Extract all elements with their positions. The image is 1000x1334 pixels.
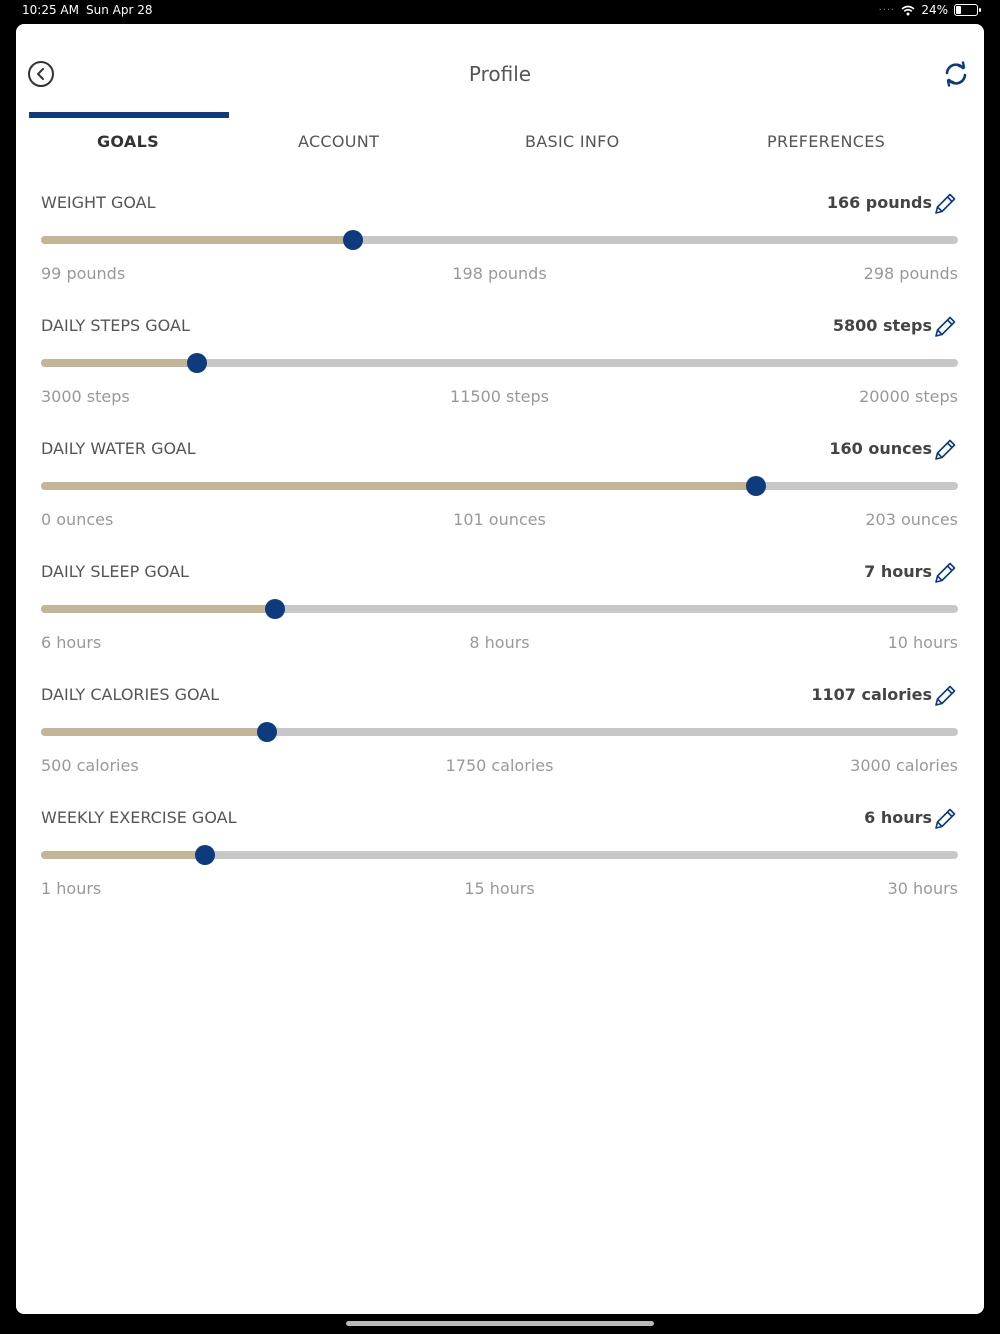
pencil-icon[interactable] — [932, 560, 958, 586]
home-indicator[interactable] — [346, 1321, 654, 1326]
goal-slider-track[interactable] — [41, 851, 958, 859]
goal-label: WEIGHT GOAL — [41, 193, 156, 212]
goal-row — [41, 685, 958, 795]
goal-mid-label: 198 pounds — [452, 264, 547, 283]
goal-mid-label: 15 hours — [464, 879, 535, 898]
goal-max-label: 30 hours — [887, 879, 958, 898]
goal-row — [41, 562, 958, 672]
goal-row — [41, 316, 958, 426]
goal-mid-label: 11500 steps — [450, 387, 549, 406]
wifi-icon — [901, 5, 915, 16]
goal-slider-fill — [41, 728, 267, 736]
goal-min-label: 3000 steps — [41, 387, 130, 406]
tab-basic-info[interactable]: BASIC INFO — [525, 132, 620, 151]
goal-min-label: 6 hours — [41, 633, 102, 652]
pencil-icon[interactable] — [932, 191, 958, 217]
goal-max-label: 20000 steps — [859, 387, 958, 406]
goal-max-label: 3000 calories — [850, 756, 958, 775]
goal-value: 1107 calories — [811, 685, 932, 704]
tab-preferences[interactable]: PREFERENCES — [767, 132, 886, 151]
tab-account[interactable]: ACCOUNT — [298, 132, 380, 151]
pencil-icon[interactable] — [932, 437, 958, 463]
goal-slider-thumb[interactable] — [746, 476, 766, 496]
goal-min-label: 500 calories — [41, 756, 139, 775]
goal-slider-track[interactable] — [41, 236, 958, 244]
goal-slider-fill — [41, 236, 353, 244]
status-indicators — [879, 3, 978, 17]
goal-value: 166 pounds — [826, 193, 932, 212]
battery-percent: 24% — [921, 3, 948, 17]
pencil-icon[interactable] — [932, 806, 958, 832]
goal-mid-label: 1750 calories — [445, 756, 554, 775]
goal-row — [41, 193, 958, 303]
goal-min-label: 0 ounces — [41, 510, 114, 529]
goal-slider-thumb[interactable] — [195, 845, 215, 865]
pencil-icon[interactable] — [932, 683, 958, 709]
goal-min-label: 1 hours — [41, 879, 102, 898]
goal-slider-fill — [41, 482, 756, 490]
goal-label: DAILY CALORIES GOAL — [41, 685, 220, 704]
goal-slider-fill — [41, 851, 205, 859]
sync-icon[interactable] — [942, 60, 970, 88]
page-title: Profile — [468, 62, 532, 86]
signal-icon: ···· — [878, 4, 896, 16]
status-time: 10:25 AM — [22, 3, 79, 17]
goal-max-label: 203 ounces — [865, 510, 958, 529]
tab-bar — [28, 112, 972, 172]
goal-slider-track[interactable] — [41, 359, 958, 367]
goal-row — [41, 439, 958, 549]
goal-label: WEEKLY EXERCISE GOAL — [41, 808, 237, 827]
goal-label: DAILY SLEEP GOAL — [41, 562, 189, 581]
goal-label: DAILY WATER GOAL — [41, 439, 196, 458]
goal-value: 6 hours — [864, 808, 932, 827]
goal-slider-track[interactable] — [41, 728, 958, 736]
goal-slider-thumb[interactable] — [187, 353, 207, 373]
profile-sheet — [16, 24, 984, 1314]
goal-value: 7 hours — [864, 562, 932, 581]
battery-icon — [954, 4, 978, 16]
goal-value: 5800 steps — [832, 316, 932, 335]
goal-slider-thumb[interactable] — [343, 230, 363, 250]
goal-max-label: 10 hours — [887, 633, 958, 652]
goal-max-label: 298 pounds — [863, 264, 958, 283]
goal-slider-track[interactable] — [41, 605, 958, 613]
tab-goals[interactable]: GOALS — [97, 132, 159, 151]
pencil-icon[interactable] — [932, 314, 958, 340]
goal-value: 160 ounces — [829, 439, 932, 458]
goal-slider-fill — [41, 359, 197, 367]
goal-min-label: 99 pounds — [41, 264, 126, 283]
status-date: Sun Apr 28 — [86, 3, 153, 17]
status-bar — [0, 0, 1000, 22]
goal-row — [41, 808, 958, 918]
active-tab-indicator — [29, 112, 229, 118]
goal-slider-track[interactable] — [41, 482, 958, 490]
goal-label: DAILY STEPS GOAL — [41, 316, 190, 335]
goal-mid-label: 101 ounces — [453, 510, 546, 529]
goal-slider-fill — [41, 605, 275, 613]
goal-slider-thumb[interactable] — [257, 722, 277, 742]
goal-mid-label: 8 hours — [469, 633, 530, 652]
goal-slider-thumb[interactable] — [265, 599, 285, 619]
